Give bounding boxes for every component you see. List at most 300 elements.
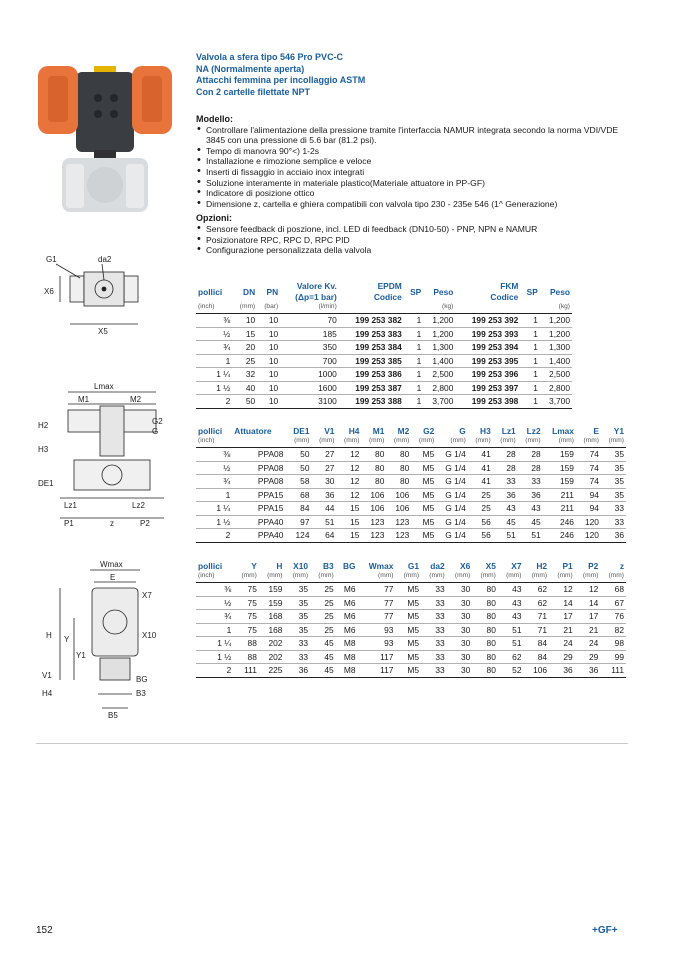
table-cell: G 1/4: [436, 515, 468, 529]
table-cell: 71: [523, 610, 549, 624]
table-cell: 117: [358, 664, 396, 678]
table-cell: 80: [472, 623, 498, 637]
table-cell: 82: [600, 623, 626, 637]
table-cell: 246: [543, 529, 576, 543]
table-cell: 44: [312, 502, 337, 516]
table-cell: M5: [411, 502, 436, 516]
table-cell: M5: [411, 529, 436, 543]
table-cell: 33: [421, 664, 447, 678]
table-cell: 1,200: [540, 314, 572, 328]
table-cell: G 1/4: [436, 461, 468, 475]
table-cell: PPA08: [232, 475, 285, 489]
table-row: [196, 623, 626, 637]
column-header: X10: [293, 561, 309, 571]
table-cell: 80: [386, 448, 411, 462]
table-cell: 80: [472, 664, 498, 678]
unit-cell: (mm): [493, 437, 518, 448]
table-cell: 20: [232, 341, 257, 355]
table-cell: ⅜: [196, 583, 233, 597]
table-cell: 45: [518, 515, 543, 529]
drawing2-label: Lz1: [64, 501, 77, 510]
table-cell: 29: [575, 650, 601, 664]
column-header: Wmax: [368, 561, 394, 571]
table-cell: 80: [472, 596, 498, 610]
table-cell: 51: [498, 637, 524, 651]
table-cell: 185: [280, 327, 339, 341]
table-cell: M5: [395, 610, 421, 624]
table-cell: 106: [523, 664, 549, 678]
table-cell: 80: [472, 650, 498, 664]
table-cell: 15: [336, 515, 361, 529]
column-header: V1: [324, 426, 335, 436]
table-cell: 1: [404, 381, 424, 395]
table-cell: 12: [336, 475, 361, 489]
table-row: [196, 650, 626, 664]
table-cell: 159: [543, 448, 576, 462]
table-cell: 27: [312, 461, 337, 475]
table-cell: 56: [468, 515, 493, 529]
table-cell: 1: [520, 368, 540, 382]
unit-cell: (mm): [543, 437, 576, 448]
table-cell: 62: [498, 650, 524, 664]
table-cell: 199 253 387: [339, 381, 404, 395]
column-header: M1: [372, 426, 385, 436]
table-cell: 199 253 384: [339, 341, 404, 355]
drawing2-label: Lz2: [132, 501, 145, 510]
table-cell: 2,500: [540, 368, 572, 382]
modello-title: Modello:: [196, 114, 233, 124]
column-header: Peso: [433, 286, 454, 297]
unit-cell: (mm): [576, 437, 601, 448]
table-cell: 12: [336, 488, 361, 502]
table-cell: 10: [257, 395, 280, 409]
list-item: • Soluzione interamente in materiale plastico(Materiale attuatore in PP-GF): [196, 178, 636, 189]
table-cell: 1,300: [423, 341, 455, 355]
table-cell: 159: [259, 596, 285, 610]
table-cell: 94: [576, 488, 601, 502]
table-cell: 199 253 398: [455, 395, 520, 409]
drawing2-label: G2: [152, 417, 163, 426]
table-cell: 51: [498, 623, 524, 637]
table-cell: 700: [280, 354, 339, 368]
column-header: EPDM Codice: [373, 281, 402, 302]
drawing2-label: H2: [38, 421, 49, 430]
table-cell: 99: [600, 650, 626, 664]
list-item: • Tempo di manovra 90°<) 1-2s: [196, 146, 636, 157]
table-cell: 80: [386, 461, 411, 475]
table-cell: 33: [601, 515, 626, 529]
table-cell: 10: [257, 368, 280, 382]
table-cell: 1: [196, 354, 232, 368]
drawing1-label: X6: [44, 287, 54, 296]
column-header: pollici: [198, 286, 223, 297]
drawing3-label: Y1: [76, 651, 86, 660]
table-cell: 3,700: [540, 395, 572, 409]
table-cell: 30: [447, 623, 473, 637]
table-cell: PPA40: [232, 515, 285, 529]
table-cell: 21: [549, 623, 575, 637]
table-cell: 30: [447, 637, 473, 651]
table-cell: 33: [421, 650, 447, 664]
unit-cell: (mm): [549, 572, 575, 583]
heading-line: NA (Normalmente aperta): [196, 63, 305, 74]
table-cell: 1: [404, 314, 424, 328]
table-cell: 71: [523, 623, 549, 637]
table-cell: 12: [549, 583, 575, 597]
drawing3-label: H4: [42, 689, 53, 698]
table-cell: 199 253 394: [455, 341, 520, 355]
table-cell: ½: [196, 327, 232, 341]
table-cell: 67: [600, 596, 626, 610]
drawing2-label: P2: [140, 519, 150, 528]
table-cell: ½: [196, 461, 232, 475]
table-cell: 84: [285, 502, 311, 516]
table-cell: 14: [549, 596, 575, 610]
unit-cell: (kg): [423, 303, 455, 314]
gf-logo: +GF+: [592, 925, 618, 936]
table-cell: 106: [361, 488, 386, 502]
table-cell: 25: [310, 596, 336, 610]
column-header: H: [276, 561, 283, 571]
column-header: BG: [343, 561, 356, 571]
table-header-row: [196, 281, 572, 303]
table-cell: 10: [232, 314, 257, 328]
table-cell: G 1/4: [436, 502, 468, 516]
table-cell: 199 253 395: [455, 354, 520, 368]
table-cell: 74: [576, 461, 601, 475]
table-cell: 28: [493, 461, 518, 475]
table-cell: ¾: [196, 475, 232, 489]
page-number: 152: [36, 925, 53, 936]
table-cell: ⅜: [196, 314, 232, 328]
table-row: [196, 596, 626, 610]
table-cell: 1,200: [423, 327, 455, 341]
top-view-drawing: [40, 250, 160, 342]
unit-cell: (bar): [257, 303, 280, 314]
table-cell: 3,700: [423, 395, 455, 409]
table-cell: 50: [285, 448, 311, 462]
table-cell: 1: [520, 341, 540, 355]
table-cell: 88: [233, 637, 259, 651]
table-cell: 30: [447, 596, 473, 610]
unit-cell: [336, 572, 358, 583]
table-cell: 10: [257, 354, 280, 368]
table-cell: 40: [232, 381, 257, 395]
column-header: FKM Codice: [490, 281, 519, 302]
column-header: DE1: [293, 426, 310, 436]
table-cell: 51: [312, 515, 337, 529]
table-cell: 33: [284, 650, 310, 664]
table-cell: 30: [312, 475, 337, 489]
table-cell: 1,300: [540, 341, 572, 355]
table-cell: 10: [257, 327, 280, 341]
drawing2-label: DE1: [38, 479, 54, 488]
table-cell: 27: [312, 448, 337, 462]
table-cell: PPA15: [232, 502, 285, 516]
unit-cell: (mm): [395, 572, 421, 583]
column-header: Lmax: [552, 426, 574, 436]
drawing3-label: X7: [142, 591, 152, 600]
list-item: • Indicatore di posizione ottico: [196, 188, 636, 199]
valve-dimensions-table: [196, 561, 626, 678]
table-cell: 106: [386, 488, 411, 502]
table-cell: 64: [312, 529, 337, 543]
table-cell: 45: [493, 515, 518, 529]
list-item: • Sensore feedback di poszione, incl. LED di feedback (DN10-50) - PNP, NPN e NAMUR: [196, 224, 636, 235]
table-cell: 51: [518, 529, 543, 543]
list-item: • Posizionatore RPC, RPC D, RPC PID: [196, 235, 636, 246]
units-row: [196, 303, 572, 314]
table-cell: M5: [395, 623, 421, 637]
table-cell: 124: [285, 529, 311, 543]
heading-line: Valvola a sfera tipo 546 Pro PVC-C: [196, 52, 344, 62]
table-cell: 33: [493, 475, 518, 489]
table-cell: 80: [361, 475, 386, 489]
unit-cell: (mm): [436, 437, 468, 448]
column-header: H3: [480, 426, 491, 436]
table-cell: 123: [361, 529, 386, 543]
unit-cell: (mm): [336, 437, 361, 448]
table-cell: 2,800: [423, 381, 455, 395]
table-cell: M5: [411, 461, 436, 475]
table-cell: 93: [358, 623, 396, 637]
table-cell: G 1/4: [436, 529, 468, 543]
table-cell: 2: [196, 395, 232, 409]
table-cell: M5: [411, 515, 436, 529]
unit-cell: (inch): [196, 303, 232, 314]
table-cell: 25: [468, 488, 493, 502]
drawing3-label: H: [46, 631, 52, 640]
table-cell: 35: [284, 596, 310, 610]
table-cell: 50: [232, 395, 257, 409]
table-cell: 17: [549, 610, 575, 624]
table-row: [196, 448, 626, 462]
drawing3-label: V1: [42, 671, 52, 680]
table-cell: 35: [284, 623, 310, 637]
actuator-dimensions-table: [196, 426, 626, 543]
column-header: SP: [526, 286, 538, 297]
table-cell: 30: [447, 650, 473, 664]
description-block: [196, 110, 636, 256]
column-header: Lz2: [526, 426, 541, 436]
table-cell: 76: [600, 610, 626, 624]
table-cell: 36: [549, 664, 575, 678]
table-cell: 36: [601, 529, 626, 543]
opzioni-list: [196, 224, 636, 256]
table-row: [196, 529, 626, 543]
table-cell: 36: [575, 664, 601, 678]
codes-table: [196, 281, 572, 409]
table-cell: 15: [336, 529, 361, 543]
table-cell: 1000: [280, 368, 339, 382]
table-cell: 1,200: [540, 327, 572, 341]
table-cell: 94: [576, 502, 601, 516]
table-cell: M5: [395, 637, 421, 651]
unit-cell: (mm): [361, 437, 386, 448]
table-cell: 74: [576, 448, 601, 462]
column-header: X7: [511, 561, 522, 571]
table-cell: 168: [259, 623, 285, 637]
table-cell: 32: [232, 368, 257, 382]
table-cell: 62: [523, 583, 549, 597]
unit-cell: (mm): [472, 572, 498, 583]
table-cell: 17: [575, 610, 601, 624]
table-cell: 1: [404, 354, 424, 368]
table-cell: 199 253 392: [455, 314, 520, 328]
table-cell: 33: [421, 596, 447, 610]
unit-cell: (mm): [575, 572, 601, 583]
table-cell: 28: [493, 448, 518, 462]
table-cell: 1,400: [423, 354, 455, 368]
column-header: G: [459, 426, 466, 436]
drawing3-label: B3: [136, 689, 146, 698]
table-cell: 30: [447, 583, 473, 597]
table-cell: PPA08: [232, 461, 285, 475]
drawing2-label: P1: [64, 519, 74, 528]
table-cell: 3100: [280, 395, 339, 409]
column-header: pollici: [198, 561, 223, 571]
table-cell: G 1/4: [436, 488, 468, 502]
table-cell: M6: [336, 623, 358, 637]
table-cell: 35: [601, 475, 626, 489]
table-cell: 159: [259, 583, 285, 597]
table-cell: 120: [576, 529, 601, 543]
table-cell: 35: [601, 488, 626, 502]
table-cell: 33: [421, 623, 447, 637]
drawing3-label: B5: [108, 711, 118, 720]
table-cell: 159: [543, 461, 576, 475]
table-cell: 52: [498, 664, 524, 678]
drawing2-label: M2: [130, 395, 142, 404]
table-cell: 68: [285, 488, 311, 502]
unit-cell: (mm): [523, 572, 549, 583]
table-cell: 33: [601, 502, 626, 516]
table-row: [196, 381, 572, 395]
units-row: [196, 572, 626, 583]
unit-cell: (mm): [518, 437, 543, 448]
table-cell: 35: [601, 461, 626, 475]
table-cell: 25: [468, 502, 493, 516]
table-cell: 28: [518, 461, 543, 475]
table-cell: 199 253 383: [339, 327, 404, 341]
table-cell: 2: [196, 664, 233, 678]
table-cell: 43: [498, 610, 524, 624]
table-cell: 43: [498, 596, 524, 610]
table-cell: M5: [395, 583, 421, 597]
column-header: SP: [410, 286, 422, 297]
modello-list: [196, 125, 636, 210]
table-cell: 1 ½: [196, 381, 232, 395]
table-cell: 28: [518, 448, 543, 462]
table-cell: 80: [472, 610, 498, 624]
unit-cell: [404, 303, 424, 314]
drawing3-label: Wmax: [100, 560, 123, 569]
table-cell: 12: [336, 448, 361, 462]
table-cell: M6: [336, 583, 358, 597]
table-cell: 1: [196, 623, 233, 637]
table-row: [196, 502, 626, 516]
column-header: Peso: [549, 286, 570, 297]
table-cell: 14: [575, 596, 601, 610]
table-cell: 199 253 393: [455, 327, 520, 341]
table-cell: 33: [284, 637, 310, 651]
column-header: da2: [430, 561, 445, 571]
table-cell: M5: [395, 650, 421, 664]
table-cell: 1600: [280, 381, 339, 395]
list-item: • Installazione e rimozione semplice e veloce: [196, 156, 636, 167]
column-header: H4: [348, 426, 360, 436]
column-header: G2: [423, 426, 435, 436]
unit-cell: [232, 437, 285, 448]
table-cell: 10: [257, 314, 280, 328]
table-cell: 225: [259, 664, 285, 678]
table-cell: 2,800: [540, 381, 572, 395]
table-header-row: [196, 426, 626, 437]
unit-cell: (mm): [421, 572, 447, 583]
table-cell: 62: [523, 596, 549, 610]
drawing2-label: Lmax: [94, 382, 114, 391]
opzioni-title: Opzioni:: [196, 213, 232, 224]
table-cell: 1: [520, 354, 540, 368]
column-header: X5: [485, 561, 496, 571]
table-cell: 33: [421, 583, 447, 597]
table-row: [196, 475, 626, 489]
column-header: M2: [397, 426, 410, 436]
table-cell: M8: [336, 637, 358, 651]
table-cell: G 1/4: [436, 448, 468, 462]
table-cell: 43: [493, 502, 518, 516]
table-cell: 21: [575, 623, 601, 637]
table-cell: 10: [257, 341, 280, 355]
unit-cell: (mm): [386, 437, 411, 448]
table-cell: 88: [233, 650, 259, 664]
table-cell: 1: [520, 381, 540, 395]
unit-cell: [339, 303, 404, 314]
front-view-drawing: [34, 380, 164, 530]
table-cell: 159: [543, 475, 576, 489]
table-cell: 2: [196, 529, 232, 543]
unit-cell: (mm): [358, 572, 396, 583]
table-cell: 1: [404, 395, 424, 409]
table-cell: 211: [543, 488, 576, 502]
table-row: [196, 341, 572, 355]
table-cell: 41: [468, 448, 493, 462]
heading-line: Con 2 cartelle filettate NPT: [196, 86, 311, 97]
product-heading: [196, 52, 636, 98]
table-cell: 30: [447, 664, 473, 678]
drawing3-label: X10: [142, 631, 157, 640]
unit-cell: (inch): [196, 572, 233, 583]
table-cell: 111: [233, 664, 259, 678]
table-cell: 15: [232, 327, 257, 341]
table-cell: M8: [336, 650, 358, 664]
table-cell: 35: [601, 448, 626, 462]
unit-cell: (inch): [196, 437, 232, 448]
list-item: • Controllare l'alimentazione della pressione tramite l'interfaccia NAMUR integrata secondo la norma VDI/VDE 3845 con una pressione di 5.6 bar (81.2 psi).: [196, 125, 636, 146]
table-cell: 33: [421, 637, 447, 651]
column-header: Valore Kv. (Δp=1 bar): [295, 281, 337, 302]
unit-cell: (mm): [411, 437, 436, 448]
table-cell: 15: [336, 502, 361, 516]
table-cell: 56: [468, 529, 493, 543]
unit-cell: (mm): [285, 437, 311, 448]
table-cell: 36: [284, 664, 310, 678]
table-cell: 36: [493, 488, 518, 502]
table-row: [196, 610, 626, 624]
table-row: [196, 368, 572, 382]
column-header: Lz1: [501, 426, 516, 436]
table-cell: 51: [493, 529, 518, 543]
